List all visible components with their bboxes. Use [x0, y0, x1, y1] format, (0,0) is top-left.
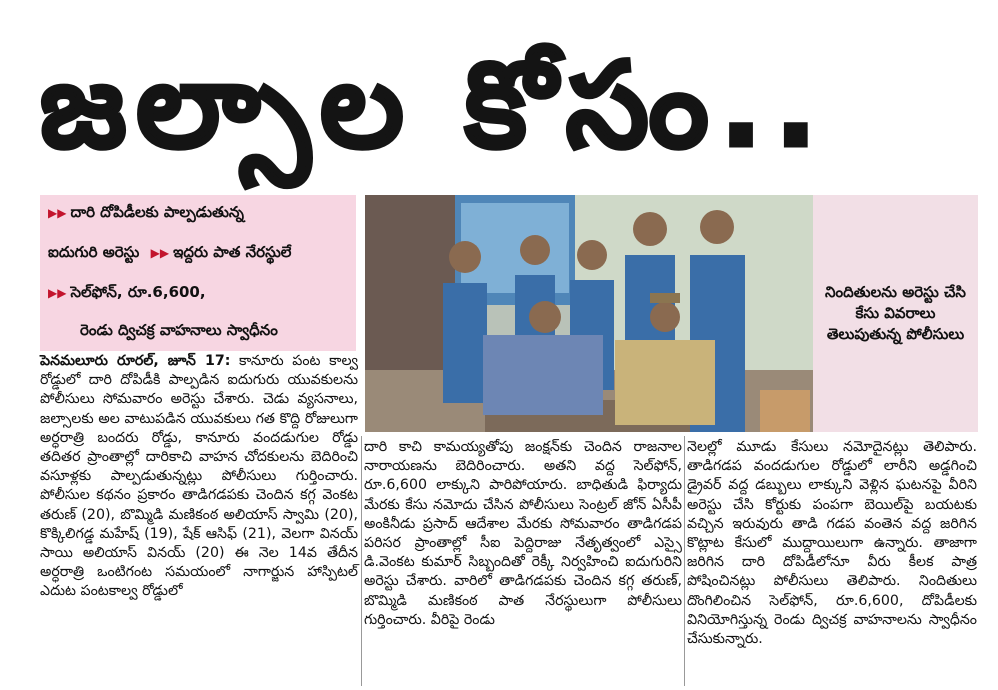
subheading-box [40, 195, 356, 351]
subheading-line-4: రెండు ద్విచక్ర వాహనాలు స్వాధీనం [80, 321, 278, 339]
article-column-3 [687, 438, 977, 649]
headline [0, 0, 998, 190]
police-press-photo [365, 195, 813, 432]
bullet-icon: ▶▶ [150, 246, 170, 260]
article-column-1 [40, 352, 358, 602]
subheading-line-3: ▶▶ సెల్‌ఫోన్, రూ.6,600, [48, 283, 206, 301]
bullet-icon: ▶▶ [48, 286, 67, 300]
bullet-icon: ▶▶ [48, 206, 67, 220]
column-divider [684, 436, 685, 686]
column-divider [361, 436, 362, 686]
article-column-2 [364, 438, 682, 630]
column-1-text: కానూరు పంట కాల్వ రోడ్డులో దారి దోపిడీకి పాల్పడిన ఐదుగురు యువకులను పోలీసులు సోమవారం అరెస్టు చేశారు. చెడు వ్యసనాలు, జల్సాలకు అల వాటుపడిన యువకులు గత కొద్ది రోజులుగా అర్ధరాత్రి బందరు రోడ్డు, కానూరు వందడుగుల రోడ్డు తదితర ప్రాంతాల్లో దారికాచి వాహన చోదకులను బెదిరించి వసూళ్లకు పాల్పడుతున్నట్లు పోలీసులు గుర్తించారు. పోలీసుల కథనం ప్రకారం తాడిగడపకు చెందిన కగ్గ వెంకట తరుణ్ (20), బొమ్మిడి మణికంఠ అలియాస్ స్వామి (20), కొక్కిలిగడ్డ మహేష్ (19), షేక్ ఆసిఫ్ (21), వెలగా వినయ్ సాయి అలియాస్ వినయ్ (20) ఈ నెల 14వ తేదీన అర్ధరాత్రి ఒంటిగంట సమయంలో నాగార్జున హాస్పిటల్ ఎదుట పంటకాల్వ రోడ్డులో [40, 353, 358, 600]
column-3-text: నెలల్లో మూడు కేసులు నమోదైనట్లు తెలిపారు. తాడిగడప వందడుగుల రోడ్డులో లారీని అడ్డగించి డ్రైవర్ వద్ద డబ్బులు లాక్కుని వెళ్లిన ఘటనపై వీరిని అరెస్టు చేసి కోర్టుకు పంపగా బెయిల్‌పై బయటకు వచ్చిన ఇరువురు తాడి గడప వంతెన వద్ద జరిగిన కొట్లాట కేసులో ముద్దాయిలుగా ఉన్నారు. తాజాగా జరిగిన దారి దోపిడీలోనూ వీరు కీలక పాత్ర పోషించినట్లు పోలీసులు తెలిపారు. నిందితులు దొంగిలించిన సెల్‌ఫోన్, రూ.6,600, దోపిడీలకు వినియోగిస్తున్న రెండు ద్విచక్ర వాహనాలను స్వాధీనం చేసుకున్నారు. [687, 439, 977, 648]
headline-text: జల్సాల కోసం.. [40, 36, 829, 174]
column-2-text: దారి కాచి కామయ్యతోపు జంక్షన్‌కు చెందిన రాజనాల నారాయణను బెదిరించారు. అతని వద్ద సెల్‌ఫోన్, రూ.6,600 లాక్కుని పారిపోయారు. బాధితుడి ఫిర్యాదు మేరకు కేసు నమోదు చేసిన పోలీసులు సెంట్రల్ జోన్ ఏసీపీ అంకినీడు ప్రసాద్ ఆదేశాల మేరకు సోమవారం తాడిగడప పరిసర ప్రాంతాల్లో సీఐ పెద్దిరాజు నేతృత్వంలో ఎస్సై డి.వెంకట కుమార్ సిబ్బందితో రెక్కీ నిర్వహించి ఐదుగురిని అరెస్టు చేశారు. వారిలో తాడిగడపకు చెందిన కగ్గ తరుణ్, బొమ్మిడి మణికంఠ పాత నేరస్థులుగా పోలీసులు గుర్తించారు. వీరిపై రెండు [364, 439, 682, 628]
photo-caption: నిందితులను అరెస్టు చేసి కేసు వివరాలు తెలుపుతున్న పోలీసులు [825, 283, 966, 343]
subheading-line-2: ఐదుగురి అరెస్టు ▶▶ ఇద్దరు పాత నేరస్థులే [48, 243, 292, 261]
dateline: పెనమలూరు రూరల్, జూన్ 17: [40, 353, 231, 369]
subheading-line-1: ▶▶ దారి దోపిడీలకు పాల్పడుతున్న [48, 203, 244, 221]
news-photo [365, 195, 813, 432]
photo-caption-box [813, 195, 978, 432]
